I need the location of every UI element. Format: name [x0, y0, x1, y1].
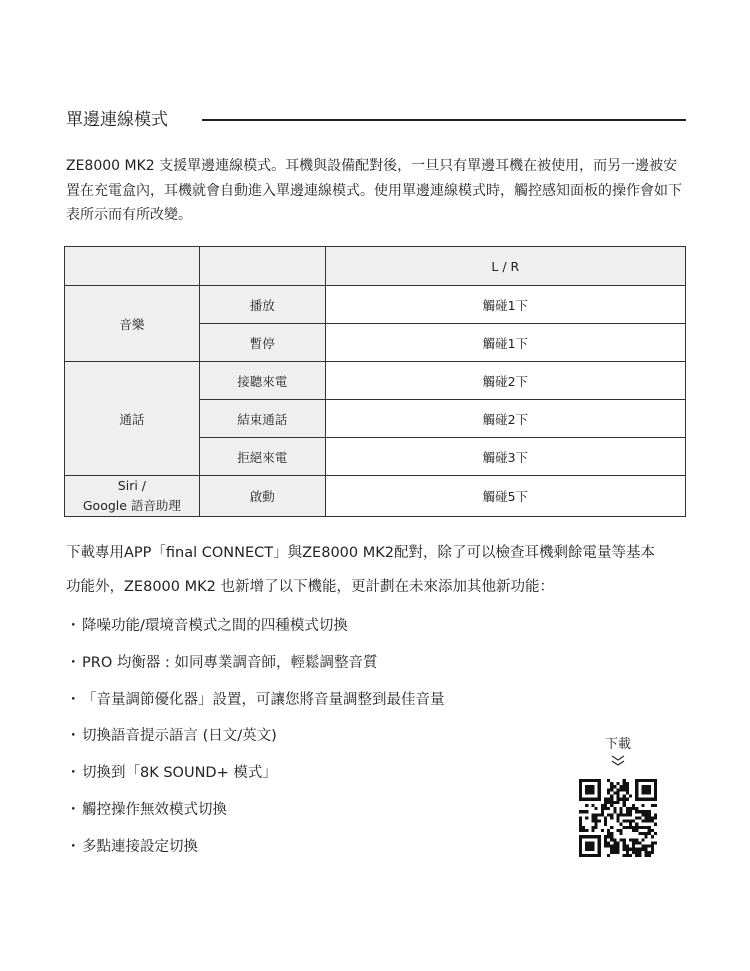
feature-text: 切換語音提示語言 (日文/英文) — [82, 728, 277, 745]
bullet-icon: ・ — [66, 838, 81, 855]
table-header-row — [65, 247, 686, 286]
feature-list — [66, 612, 445, 870]
bullet-icon: ・ — [66, 691, 81, 708]
table-header-empty — [65, 247, 200, 286]
action-cell: 結束通話 — [199, 400, 325, 438]
action-cell: 暫停 — [199, 324, 325, 362]
group-siri-line1: Siri / — [117, 478, 147, 493]
feature-text: PRO 均衡器 : 如同專業調音師，輕鬆調整音質 — [82, 654, 378, 671]
bullet-icon: ・ — [66, 618, 81, 634]
section-title: 單邊連線模式 — [66, 110, 168, 130]
list-item — [66, 833, 445, 870]
action-cell: 接聽來電 — [199, 362, 325, 400]
group-siri-line2: Google 語音助理 — [82, 498, 181, 513]
feature-text: 切換到「8K SOUND+ 模式」 — [82, 765, 277, 782]
bullet-icon: ・ — [66, 728, 81, 745]
feature-text: 「音量調節優化器」設置，可讓您將音量調整到最佳音量 — [82, 691, 445, 708]
feature-text: 多點連接設定切換 — [82, 838, 198, 855]
bullet-icon: ・ — [66, 765, 81, 782]
gesture-cell: 觸碰2下 — [325, 362, 685, 400]
group-call: 通話 — [65, 362, 200, 476]
app-description-line2: 功能外，ZE8000 MK2 也新增了以下機能，更計劃在未來添加其他新功能： — [66, 579, 554, 595]
bullet-icon: ・ — [66, 801, 81, 818]
intro-paragraph: ZE8000 MK2 支援單邊連線模式。耳機與設備配對後，一旦只有單邊耳機在被使用，而另一邊被安置在充電盒內，耳機就會自動進入單邊連線模式。使用單邊連線模式時，觸控感知面板的操作會如下表所示而有所改變。 — [66, 158, 682, 223]
qr-code-icon[interactable] — [579, 779, 657, 857]
section-header — [66, 106, 686, 134]
gesture-cell: 觸碰1下 — [325, 324, 685, 362]
gesture-cell: 觸碰3下 — [325, 438, 685, 476]
list-item — [66, 759, 445, 796]
gesture-cell: 觸碰1下 — [325, 286, 685, 324]
table-row — [65, 362, 686, 400]
table-row — [65, 286, 686, 324]
app-description-line1: 下載專用APP「final CONNECT」與ZE8000 MK2配對，除了可以檢查耳機剩餘電量等基本 — [66, 545, 655, 561]
gesture-cell: 觸碰2下 — [325, 400, 685, 438]
action-cell: 播放 — [199, 286, 325, 324]
table-header-lr: L / R — [325, 247, 685, 286]
list-item — [66, 612, 445, 649]
section-rule — [202, 119, 686, 121]
group-siri — [65, 476, 200, 517]
action-cell: 拒絕來電 — [199, 438, 325, 476]
table-row — [65, 476, 686, 517]
download-label: 下載 — [604, 737, 631, 752]
double-chevron-down-icon — [609, 754, 627, 768]
download-block[interactable] — [578, 736, 658, 768]
bullet-icon: ・ — [66, 654, 81, 671]
table-header-empty — [199, 247, 325, 286]
gesture-cell: 觸碰5下 — [325, 476, 685, 517]
gesture-table — [64, 246, 686, 517]
app-description — [66, 536, 686, 604]
list-item — [66, 796, 445, 833]
feature-text: 降噪功能/環境音模式之間的四種模式切換 — [82, 618, 348, 634]
list-item — [66, 649, 445, 686]
feature-text: 觸控操作無效模式切換 — [82, 801, 227, 818]
list-item — [66, 686, 445, 723]
action-cell: 啟動 — [199, 476, 325, 517]
list-item — [66, 722, 445, 759]
group-music: 音樂 — [65, 286, 200, 362]
